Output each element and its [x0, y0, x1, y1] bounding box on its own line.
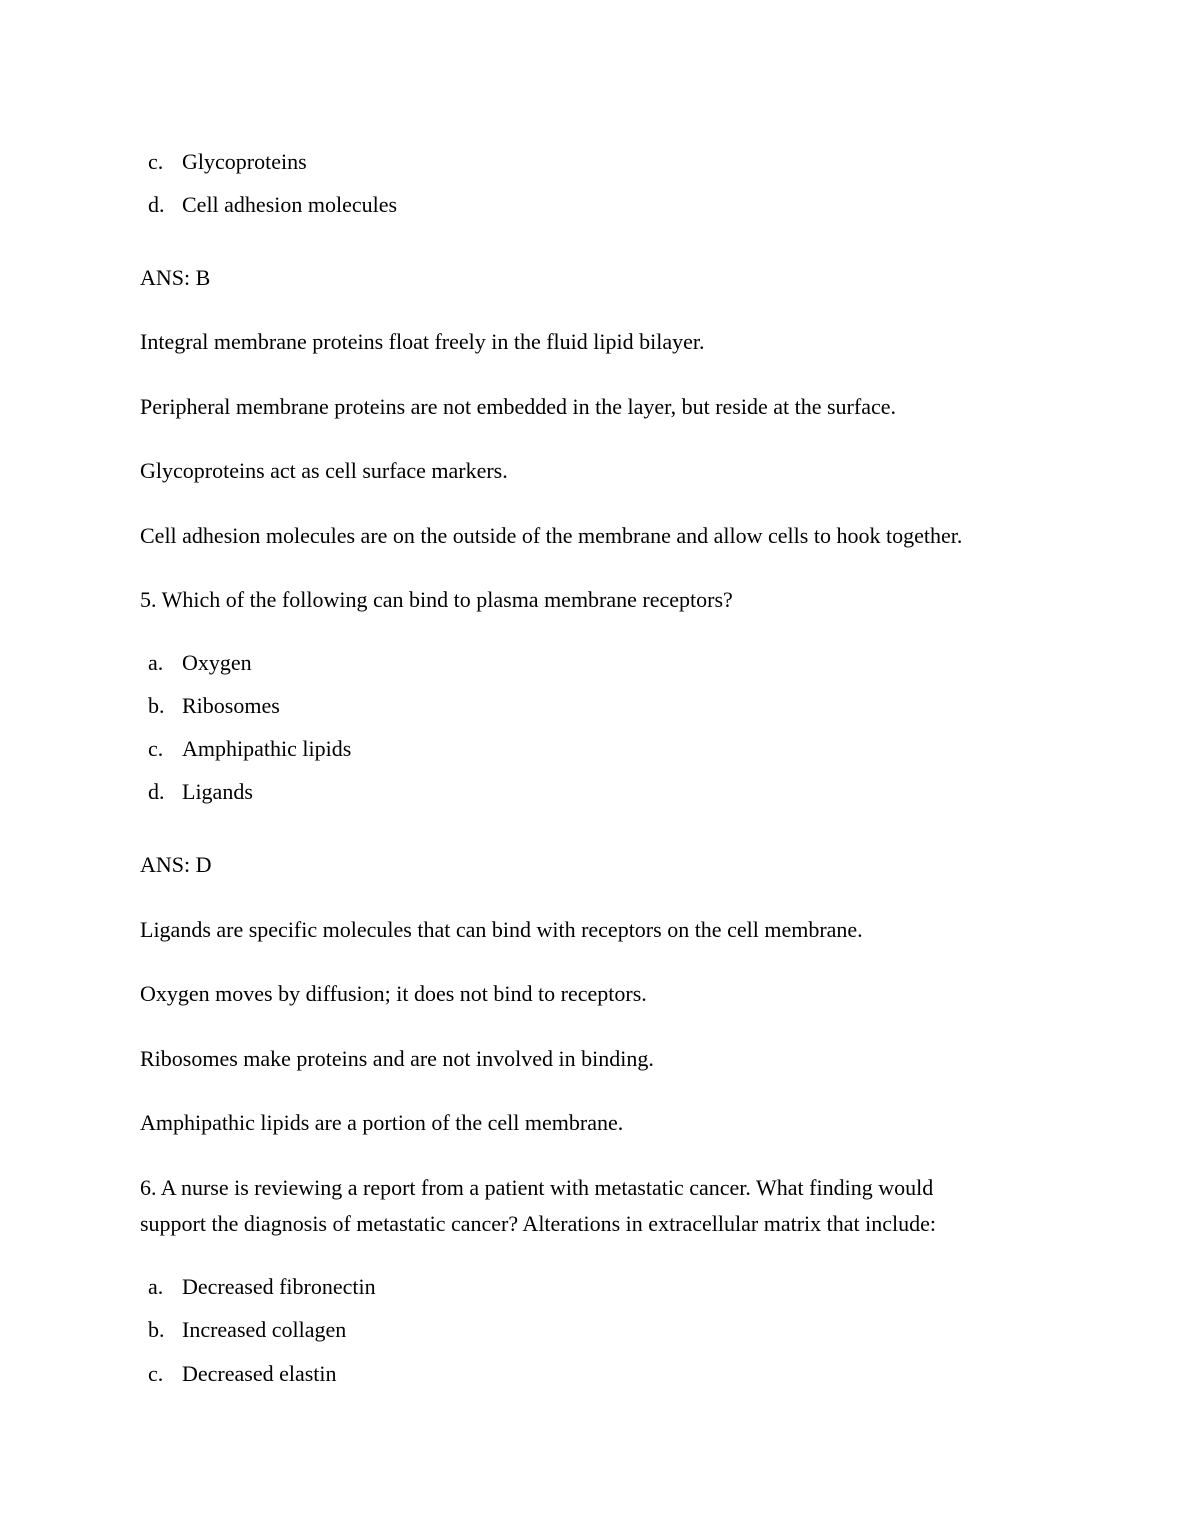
option-text: Ribosomes	[182, 693, 280, 718]
rationale-line: Ligands are specific molecules that can bind with receptors on the cell membrane.	[140, 917, 863, 942]
option-text: Glycoproteins	[182, 149, 307, 174]
rationale-line: Cell adhesion molecules are on the outside of the membrane and allow cells to hook together.	[140, 523, 963, 548]
option-letter: c.	[148, 1361, 164, 1386]
option-letter: b.	[148, 693, 165, 718]
rationale-line: Glycoproteins act as cell surface markers.	[140, 458, 508, 483]
option-letter: d.	[148, 192, 165, 217]
question-text: 5. Which of the following can bind to plasma membrane receptors?	[140, 587, 733, 612]
answer-line: ANS: B	[140, 265, 211, 290]
option-text: Oxygen	[182, 650, 252, 675]
option-letter: b.	[148, 1317, 165, 1342]
option-letter: d.	[148, 779, 165, 804]
option-text: Ligands	[182, 779, 253, 804]
option-text: Increased collagen	[182, 1317, 347, 1342]
option-letter: c.	[148, 149, 164, 174]
question-text: support the diagnosis of metastatic cancer? Alterations in extracellular matrix that include:	[140, 1211, 937, 1236]
rationale-line: Amphipathic lipids are a portion of the cell membrane.	[140, 1110, 624, 1135]
option-letter: c.	[148, 736, 164, 761]
option-letter: a.	[148, 1274, 164, 1299]
option-text: Decreased elastin	[182, 1361, 337, 1386]
rationale-line: Integral membrane proteins float freely in the fluid lipid bilayer.	[140, 329, 705, 354]
answer-line: ANS: D	[140, 852, 212, 877]
question-text: 6. A nurse is reviewing a report from a patient with metastatic cancer. What finding would	[140, 1175, 934, 1200]
rationale-line: Ribosomes make proteins and are not involved in binding.	[140, 1046, 654, 1071]
option-letter: a.	[148, 650, 164, 675]
rationale-line: Peripheral membrane proteins are not embedded in the layer, but reside at the surface.	[140, 394, 896, 419]
option-text: Cell adhesion molecules	[182, 192, 398, 217]
option-text: Amphipathic lipids	[182, 736, 352, 761]
option-text: Decreased fibronectin	[182, 1274, 376, 1299]
rationale-line: Oxygen moves by diffusion; it does not bind to receptors.	[140, 981, 647, 1006]
